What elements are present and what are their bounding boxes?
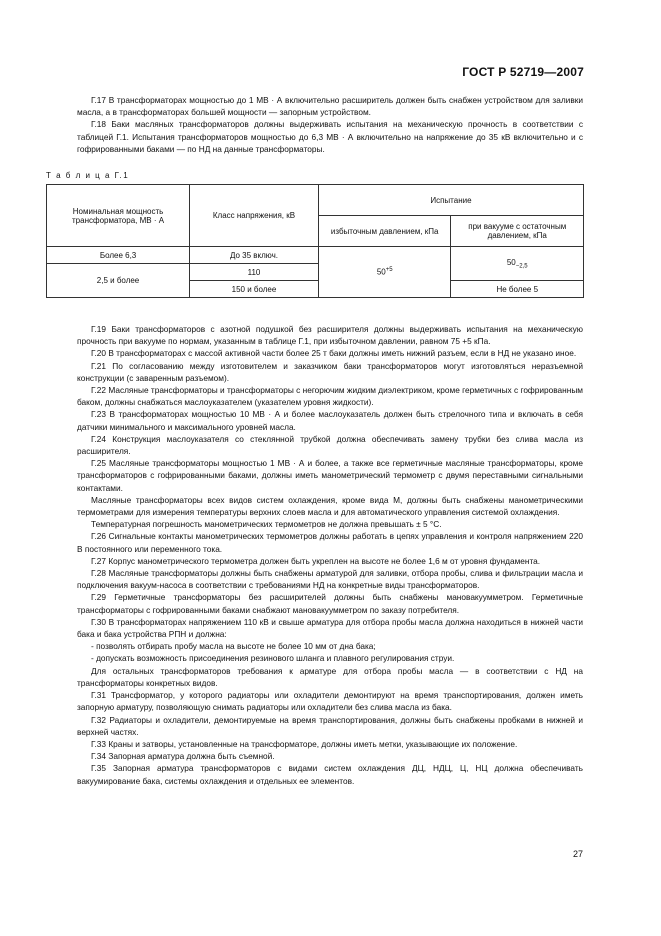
excess-tolerance: +5 [385, 267, 393, 274]
table-header-row [47, 185, 584, 216]
paragraph-g27: Г.27 Корпус манометрического термометра должен быть укреплен на высоте не более 1,6 м от уровня фундамента. [91, 555, 541, 566]
paragraph-g28: Г.28 Масляные трансформаторы должны быть снабжены арматурой для заливки, отбора пробы, слива и фильтрации масла и подключения вакуум-насоса в соответствии с требованиями НД на конкретные виды трансформаторов. [77, 568, 583, 591]
header-power: Номинальная мощность трансформатора, МВ · А [47, 185, 190, 247]
cell-excess-pressure [318, 247, 451, 298]
document-header: ГОСТ Р 52719—2007 [462, 65, 584, 79]
paragraph-g29: Г.29 Герметичные трансформаторы без расширителей должны быть снабжены мановакуумметром. Герметичные трансформаторы с гофрированными баками снабжают мановакуумметром по заказу потребителя. [77, 592, 583, 615]
table-title: Т а б л и ц а Г.1 [46, 171, 130, 180]
paragraph-g30: Г.30 В трансформаторах напряжением 110 кВ и свыше арматура для отбора пробы масла должна находиться в нижней части бака и бака устройства РПН и должна: [77, 616, 583, 640]
cell-vacuum [451, 247, 584, 281]
paragraph-g35: Г.35 Запорная арматура трансформаторов с видами систем охлаждения ДЦ, НДЦ, Ц, НЦ должна обеспечивать вакуумирование бака, системы охлаждения и отдельных ее элементов. [77, 763, 583, 786]
vacuum-tolerance: −2,5 [515, 263, 528, 270]
paragraph-g17: Г.17 В трансформаторах мощностью до 1 МВ · А включительно расширитель должен быть снабжен устройством для заливки масла, а в трансформаторах большей мощности — запорным устройством. [77, 95, 583, 118]
paragraph-g24: Г.24 Конструкция маслоуказателя со стеклянной трубкой должна обеспечивать замену трубки без слива масла из расширителя. [77, 433, 583, 457]
list-item: - допускать возможность присоединения резинового шланга и плавного регулирования струи. [91, 653, 455, 664]
paragraph-g18: Г.18 Баки масляных трансформаторов должны выдерживать испытания на механическую прочность в соответствии с таблицей Г.1. Испытания трансформаторов мощностью до 6,3 МВ · А включительно на напряжение до 35 кВ включительно и с гофрированными баками — по НД на данные трансформаторы. [77, 119, 583, 154]
paragraph-g34: Г.34 Запорная арматура должна быть съемной. [91, 751, 275, 762]
paragraph-g22: Г.22 Масляные трансформаторы и трансформаторы с негорючим жидким диэлектриком, кроме герметичных с гофрированным баком, должны снабжаться маслоуказателем (указателем уровня жидкости). [77, 385, 583, 408]
table-g1 [46, 184, 584, 298]
table-row [47, 247, 584, 264]
paragraph-g32: Г.32 Радиаторы и охладители, демонтируемые на время транспортирования, должны быть снабжены пробками в нижней и верхней частях. [77, 714, 583, 737]
paragraph-g23: Г.23 В трансформаторах мощностью 10 МВ · А и более маслоуказатель должен быть стрелочного типа и включать в себя датчики минимального и максимального уровней масла. [77, 409, 583, 432]
page-number: 27 [572, 849, 583, 859]
vacuum-value: 50 [506, 257, 516, 267]
paragraph-g25: Г.25 Масляные трансформаторы мощностью 1 МВ · А и более, а также все герметичные масляные трансформаторы, кроме трансформаторов с гофрированными баками, должны иметь манометрический термометр с двумя переставными сигнальными контактами. [77, 458, 583, 493]
paragraph-g20: Г.20 В трансформаторах с массой активной части более 25 т баки должны иметь нижний разъем, если в НД не указано иное. [91, 348, 577, 359]
paragraph-g19: Г.19 Баки трансформаторов с азотной подушкой без расширителя должны выдерживать испытания на механическую прочность при вакууме по нормам, указанным в таблице Г.1, при избыточном давлении, равном 75 +5 кПа. [77, 324, 583, 347]
cell-power: Более 6,3 [47, 247, 190, 264]
cell-voltage: До 35 включ. [190, 247, 319, 264]
paragraph-g26: Г.26 Сигнальные контакты манометрических термометров должны работать в цепях управления и контроля напряжением 220 В постоянного или переменного тока. [77, 531, 583, 554]
paragraphs-bottom [77, 323, 583, 787]
cell-voltage: 110 [190, 264, 319, 281]
paragraph-g31: Г.31 Трансформатор, у которого радиаторы или охладители демонтируют на время транспортирования, должен иметь запорную арматуру, позволяющую снимать радиаторы или охладители без слива масла из бака. [77, 690, 583, 713]
header-test: Испытание [318, 185, 583, 216]
cell-vacuum: Не более 5 [451, 281, 584, 298]
cell-voltage: 150 и более [190, 281, 319, 298]
excess-value: 50 [376, 267, 386, 277]
paragraph-g21: Г.21 По согласованию между изготовителем и заказчиком баки трансформаторов могут изготовляться неразъемной конструкции (с заваренным разъемом). [77, 360, 583, 383]
cell-power: 2,5 и более [47, 264, 190, 298]
paragraph-g25-error: Температурная погрешность манометрических термометров не должна превышать ± 5 °С. [91, 519, 442, 530]
paragraph-g30-other: Для остальных трансформаторов требования к арматуре для отбора пробы масла — в соответствии с НД на трансформаторы конкретных видов. [77, 665, 583, 688]
paragraph-g33: Г.33 Краны и затворы, установленные на трансформаторе, должны иметь метки, указывающие их положение. [91, 738, 518, 749]
header-excess-pressure: избыточным давлением, кПа [318, 216, 451, 247]
header-vacuum: при вакууме с остаточным давлением, кПа [451, 216, 584, 247]
header-voltage-class: Класс напряжения, кВ [190, 185, 319, 247]
paragraphs-top [77, 94, 583, 155]
list-item: - позволять отбирать пробу масла на высоте не более 10 мм от дна бака; [91, 641, 376, 652]
paragraph-g25-cont: Масляные трансформаторы всех видов систем охлаждения, кроме вида М, должны быть снабжены манометрическими термометрами для измерения температуры верхних слоев масла и для автоматического управления системой охлаждения. [77, 494, 583, 518]
